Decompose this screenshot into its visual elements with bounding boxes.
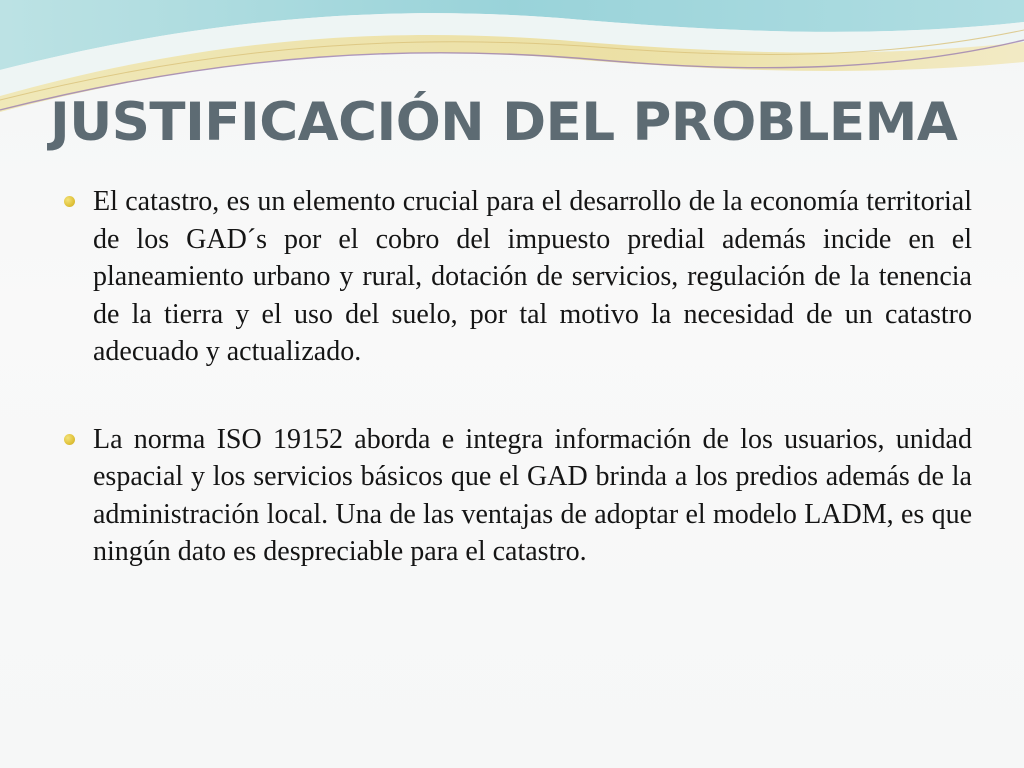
bullet-item [62,183,972,371]
bullet-list [62,183,972,571]
bullet-text: El catastro, es un elemento crucial para el desarrollo de la economía territorial de los GAD´s por el cobro del impuesto predial además incide en el planeamiento urbano y rural, dotación de servicios, regulación de la tenencia de la tierra y el uso del suelo, por tal motivo la necesidad de un catastro adecuado y actualizado. [93,186,972,367]
slide-title: JUSTIFICACIÓN DEL PROBLEMA [50,92,958,153]
bullet-dot-icon [64,196,75,207]
bullet-text: La norma ISO 19152 aborda e integra información de los usuarios, unidad espacial y los servicios básicos que el GAD brinda a los predios además de la administración local. Una de las ventajas de adoptar el modelo LADM, es que ningún dato es despreciable para el catastro. [93,423,972,567]
bullet-dot-icon [64,434,75,445]
bullet-item [62,421,972,571]
